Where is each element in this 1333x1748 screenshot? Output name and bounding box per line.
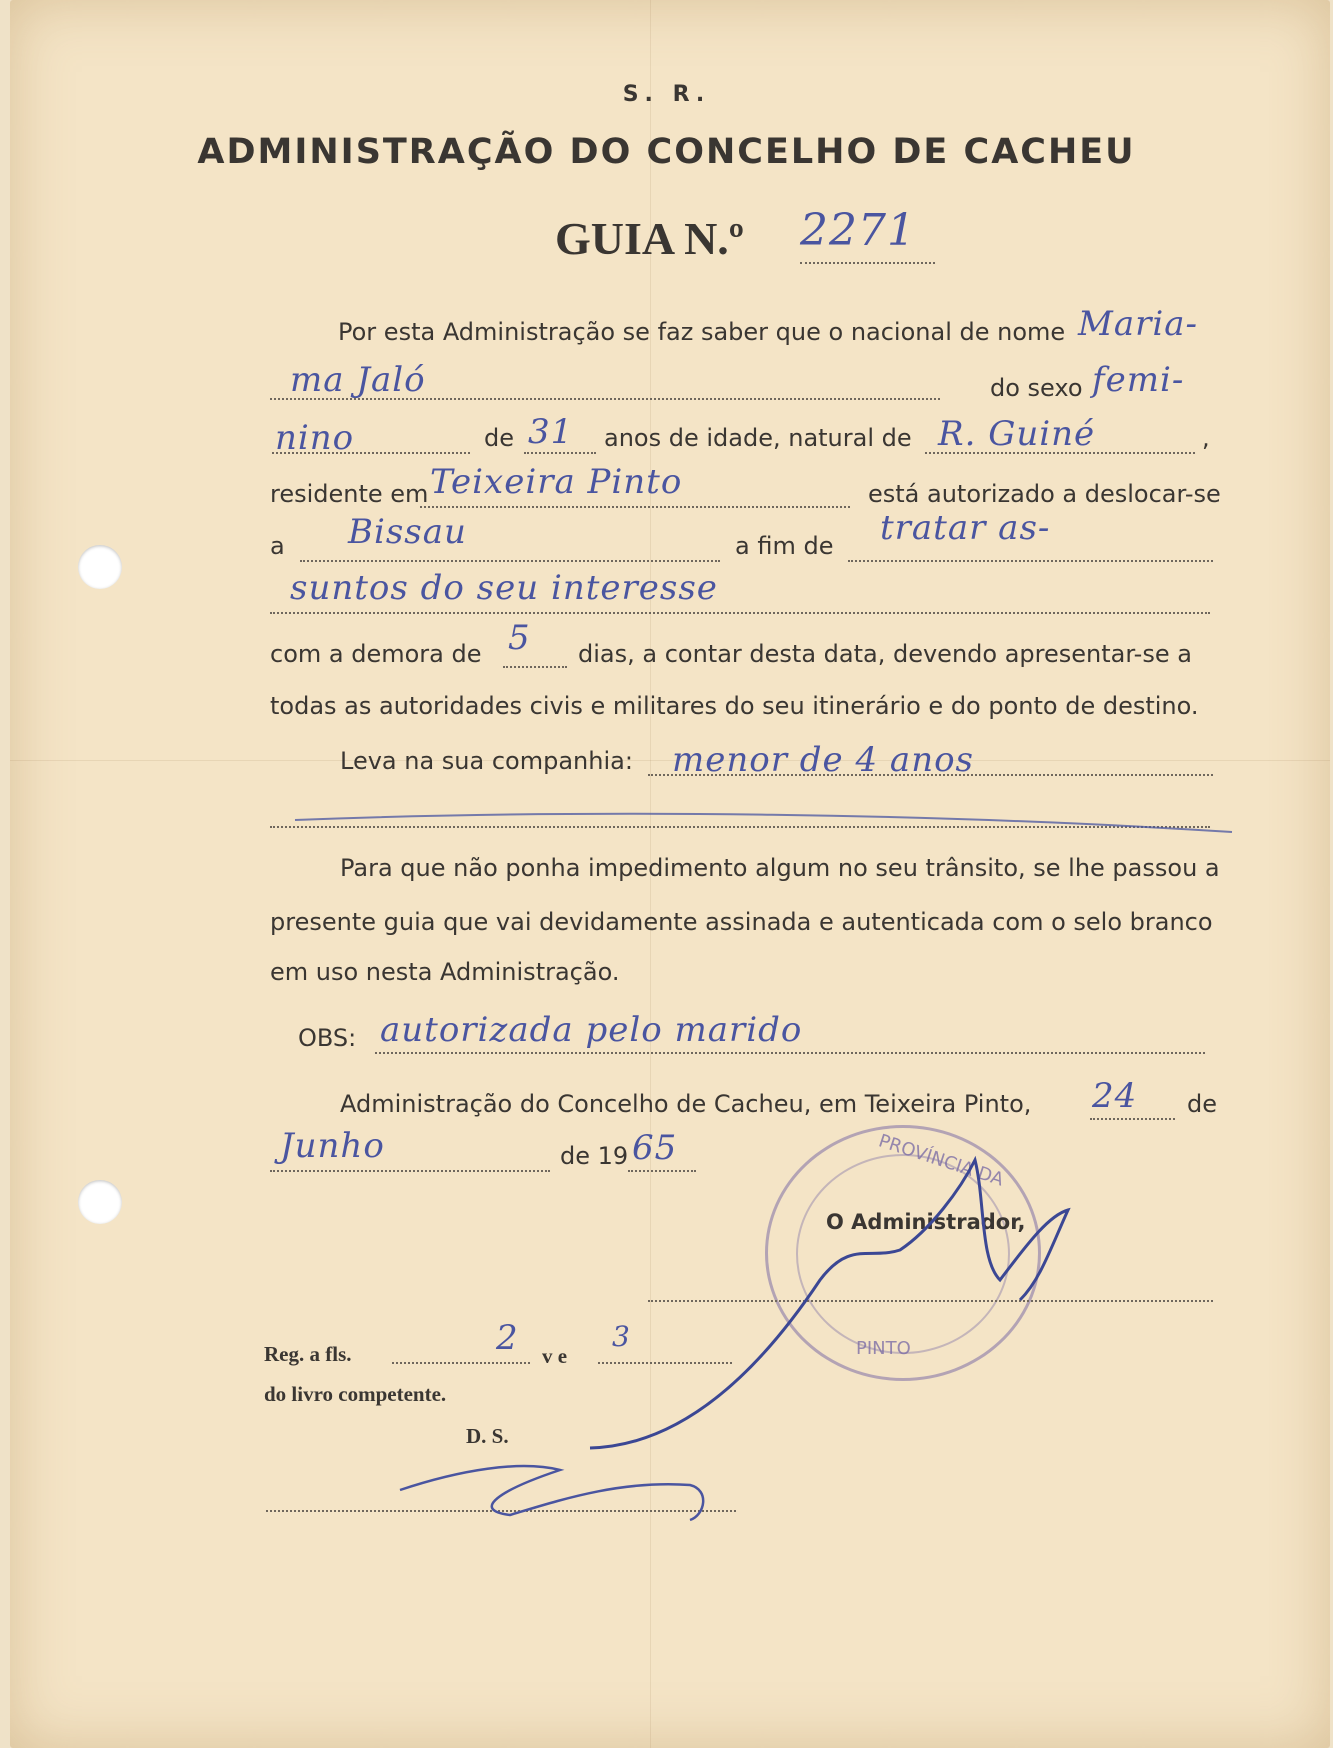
company-value: menor de 4 anos bbox=[672, 740, 975, 780]
company-label: Leva na sua companhia: bbox=[340, 747, 633, 775]
reg-fls2-line bbox=[598, 1362, 732, 1364]
resident-value: Teixeira Pinto bbox=[430, 462, 683, 502]
reg-fls-value: 2 bbox=[496, 1318, 519, 1358]
sex-label: do sexo bbox=[990, 374, 1083, 402]
day-line bbox=[1090, 1118, 1175, 1120]
month-value: Junho bbox=[280, 1126, 385, 1166]
destination-value: Bissau bbox=[348, 512, 467, 552]
age-suffix: anos de idade, natural de bbox=[604, 424, 912, 452]
comma: , bbox=[1202, 424, 1210, 452]
official-seal-inner-ring bbox=[796, 1154, 1010, 1354]
place-text: Administração do Concelho de Cacheu, em Teixeira Pinto, bbox=[340, 1090, 1032, 1118]
reg-book: do livro competente. bbox=[264, 1382, 447, 1406]
seal-text-bottom: PINTO bbox=[856, 1338, 911, 1359]
purpose-line bbox=[848, 560, 1213, 562]
destination-line bbox=[300, 560, 720, 562]
header-sr: S. R. bbox=[622, 82, 711, 107]
administrator-label: O Administrador, bbox=[826, 1210, 1026, 1234]
obs-line bbox=[375, 1052, 1205, 1054]
sex-part1: femi- bbox=[1092, 360, 1185, 400]
official-seal bbox=[765, 1125, 1041, 1381]
fold-line-horizontal bbox=[10, 760, 1330, 761]
age-line bbox=[524, 452, 596, 454]
ds-label: D. S. bbox=[466, 1424, 509, 1448]
office-title: ADMINISTRAÇÃO DO CONCELHO DE CACHEU bbox=[197, 132, 1136, 172]
resident-label: residente em bbox=[270, 480, 429, 508]
punch-hole-top bbox=[78, 545, 122, 589]
administrator-signature-line bbox=[648, 1300, 1213, 1302]
purpose-line-2 bbox=[270, 612, 1210, 614]
natural-of: R. Guiné bbox=[938, 414, 1096, 454]
delay-suffix: dias, a contar desta data, devendo apresentar-se a bbox=[578, 640, 1192, 668]
authorized-text: está autorizado a deslocar-se bbox=[868, 480, 1221, 508]
transit-line-2: presente guia que vai devidamente assinada e autenticada com o selo branco bbox=[270, 908, 1213, 936]
resident-line bbox=[420, 506, 850, 508]
name-part1: Maria- bbox=[1078, 304, 1198, 344]
year-line bbox=[628, 1170, 696, 1172]
authorities-text: todas as autoridades civis e militares do seu itinerário e do ponto de destino. bbox=[270, 692, 1199, 720]
intro-text: Por esta Administração se faz saber que o nacional de nome bbox=[338, 318, 1066, 346]
punch-hole-bottom bbox=[78, 1180, 122, 1224]
obs-label: OBS: bbox=[298, 1024, 357, 1052]
guia-label: GUIA N.º bbox=[555, 213, 744, 264]
guia-number-line bbox=[800, 262, 935, 264]
seal-text-top: PROVÍNCIA DA bbox=[875, 1130, 1007, 1191]
age-value: 31 bbox=[528, 412, 574, 452]
purpose-part2: suntos do seu interesse bbox=[290, 568, 718, 608]
delay-line bbox=[503, 666, 567, 668]
transit-line-3: em uso nesta Administração. bbox=[270, 958, 620, 986]
delay-days: 5 bbox=[508, 618, 531, 658]
delay-label: com a demora de bbox=[270, 640, 482, 668]
day-value: 24 bbox=[1092, 1076, 1138, 1116]
guia-number: 2271 bbox=[800, 205, 916, 256]
reg-fls-line bbox=[392, 1362, 530, 1364]
age-prefix: de bbox=[484, 424, 514, 452]
obs-value: autorizada pelo marido bbox=[380, 1010, 803, 1050]
sex-part2: nino bbox=[275, 418, 355, 458]
ds-signature-line bbox=[266, 1510, 736, 1512]
reg-fls2-value: 3 bbox=[612, 1320, 631, 1353]
reg-v-e: v e bbox=[542, 1344, 568, 1368]
month-line bbox=[270, 1170, 550, 1172]
purpose-label: a fim de bbox=[735, 532, 834, 560]
to-label: a bbox=[270, 532, 285, 560]
name-part2: ma Jaló bbox=[290, 360, 426, 400]
purpose-part1: tratar as- bbox=[880, 508, 1051, 548]
reg-label: Reg. a fls. bbox=[264, 1342, 352, 1366]
year-suffix: 65 bbox=[632, 1128, 678, 1168]
company-line-2 bbox=[270, 826, 1210, 828]
transit-line-1: Para que não ponha impedimento algum no seu trânsito, se lhe passou a bbox=[340, 854, 1220, 882]
de-label: de bbox=[1187, 1090, 1217, 1118]
year-prefix: de 19 bbox=[560, 1142, 629, 1170]
